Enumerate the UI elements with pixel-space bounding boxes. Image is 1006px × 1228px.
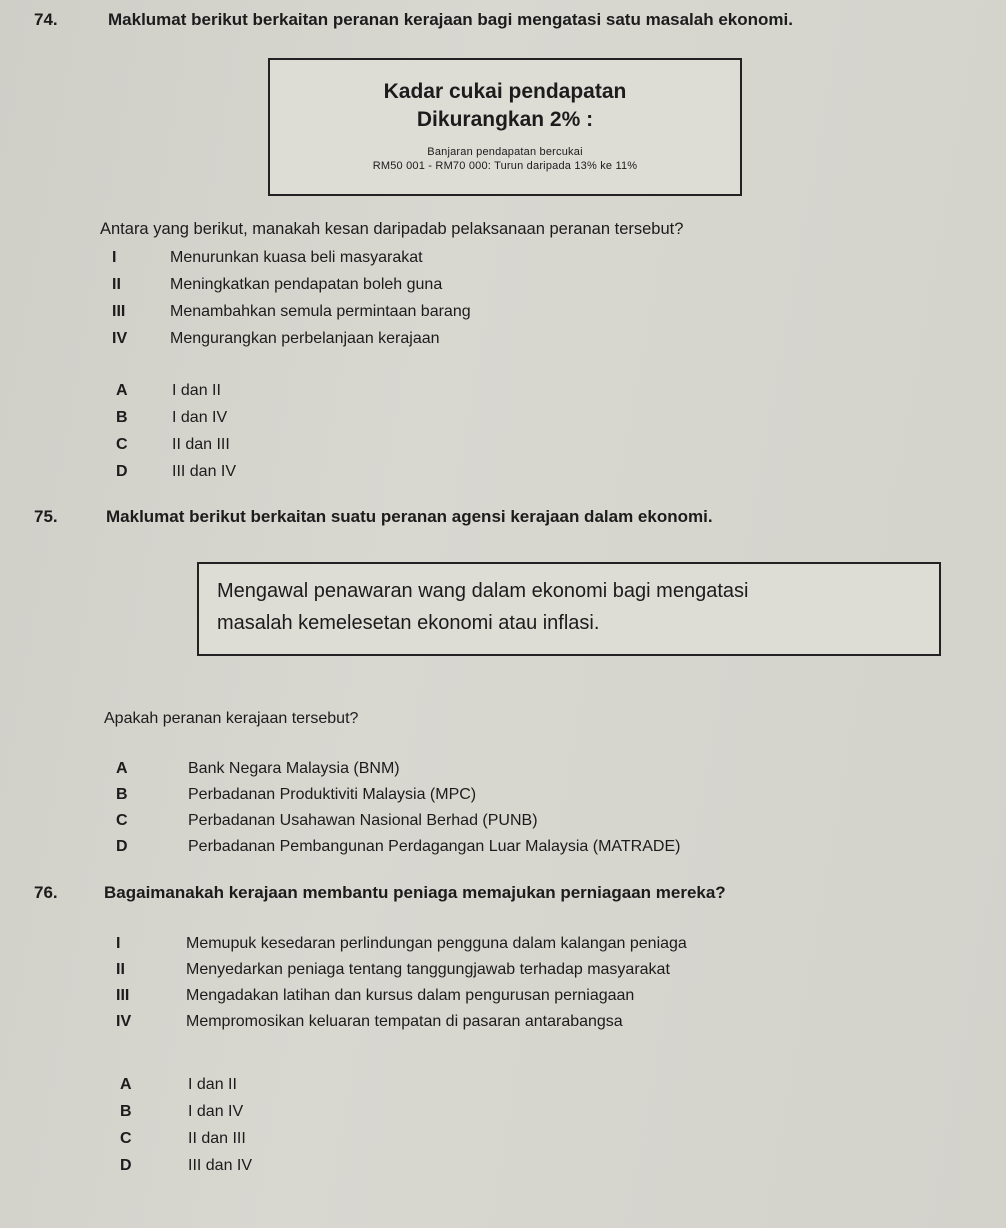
q76-statement-label: II: [116, 961, 125, 978]
q76-statement-text: Mempromosikan keluaran tempatan di pasaran antarabangsa: [186, 1013, 623, 1030]
q74-box-title: Kadar cukai pendapatan: [383, 80, 627, 103]
q74-option-text: I dan IV: [172, 409, 228, 426]
q76-option-text: I dan II: [188, 1076, 237, 1093]
q74-statement-text: Menambahkan semula permintaan barang: [170, 303, 471, 320]
q74-box-subtitle: Dikurangkan 2% :: [416, 108, 594, 131]
q76-statement-text: Menyedarkan peniaga tentang tanggungjawab terhadap masyarakat: [186, 961, 670, 978]
q74-box-line1: Banjaran pendapatan bercukai: [427, 146, 583, 158]
q74-statement-label: IV: [112, 330, 128, 347]
q75-stem: Maklumat berikut berkaitan suatu peranan agensi kerajaan dalam ekonomi.: [106, 507, 713, 526]
q74-stem: Maklumat berikut berkaitan peranan kerajaan bagi mengatasi satu masalah ekonomi.: [108, 10, 793, 29]
q76-statement-label: I: [116, 935, 121, 952]
q74-option-label: D: [116, 463, 128, 480]
q75-option-text: Perbadanan Usahawan Nasional Berhad (PUNB): [188, 812, 538, 829]
q74-box-line2: RM50 001 - RM70 000: Turun daripada 13% ke 11%: [372, 160, 638, 172]
q74-statement-label: II: [112, 276, 121, 293]
q76-option-text: III dan IV: [188, 1157, 253, 1174]
q74-statement-text: Mengurangkan perbelanjaan kerajaan: [170, 330, 440, 347]
q76-statement-label: IV: [116, 1013, 132, 1030]
q74-option-text: II dan III: [172, 436, 230, 453]
q75-box-line1: Mengawal penawaran wang dalam ekonomi bagi mengatasi: [217, 580, 749, 602]
q75-option-label: B: [116, 786, 128, 803]
q76-stem: Bagaimanakah kerajaan membantu peniaga memajukan perniagaan mereka?: [104, 883, 726, 902]
q75-info-box: [197, 562, 941, 656]
q76-statement-text: Mengadakan latihan dan kursus dalam pengurusan perniagaan: [186, 987, 635, 1004]
q74-statement-label: III: [112, 303, 126, 320]
q75-question: Apakah peranan kerajaan tersebut?: [104, 710, 359, 727]
q76-option-text: II dan III: [188, 1130, 246, 1147]
q74-info-box: [268, 58, 742, 196]
q74-statement-text: Menurunkan kuasa beli masyarakat: [170, 249, 423, 266]
q75-option-label: C: [116, 812, 128, 829]
q76-option-label: C: [120, 1130, 132, 1147]
q76-option-text: I dan IV: [188, 1103, 244, 1120]
q74-option-text: I dan II: [172, 382, 221, 399]
q76-statement-label: III: [116, 987, 130, 1004]
q76-statement-text: Memupuk kesedaran perlindungan pengguna dalam kalangan peniaga: [186, 935, 687, 952]
q75-option-text: Bank Negara Malaysia (BNM): [188, 760, 400, 777]
q76-option-label: A: [120, 1076, 132, 1093]
q74-option-label: C: [116, 436, 128, 453]
q75-option-label: A: [116, 760, 128, 777]
q74-number: 74.: [34, 10, 58, 29]
q74-statement-label: I: [112, 249, 117, 266]
q75-box-line2: masalah kemelesetan ekonomi atau inflasi.: [217, 612, 600, 634]
q75-option-label: D: [116, 838, 128, 855]
q76-option-label: D: [120, 1157, 132, 1174]
q75-option-text: Perbadanan Produktiviti Malaysia (MPC): [188, 786, 477, 803]
q75-option-text: Perbadanan Pembangunan Perdagangan Luar Malaysia (MATRADE): [188, 838, 681, 855]
q76-option-label: B: [120, 1103, 132, 1120]
q74-option-text: III dan IV: [172, 463, 237, 480]
q74-option-label: A: [116, 382, 128, 399]
q74-question: Antara yang berikut, manakah kesan daripadab pelaksanaan peranan tersebut?: [100, 220, 684, 238]
q74-statement-text: Meningkatkan pendapatan boleh guna: [170, 276, 443, 293]
q76-number: 76.: [34, 883, 58, 902]
q75-number: 75.: [34, 507, 58, 526]
q74-option-label: B: [116, 409, 128, 426]
